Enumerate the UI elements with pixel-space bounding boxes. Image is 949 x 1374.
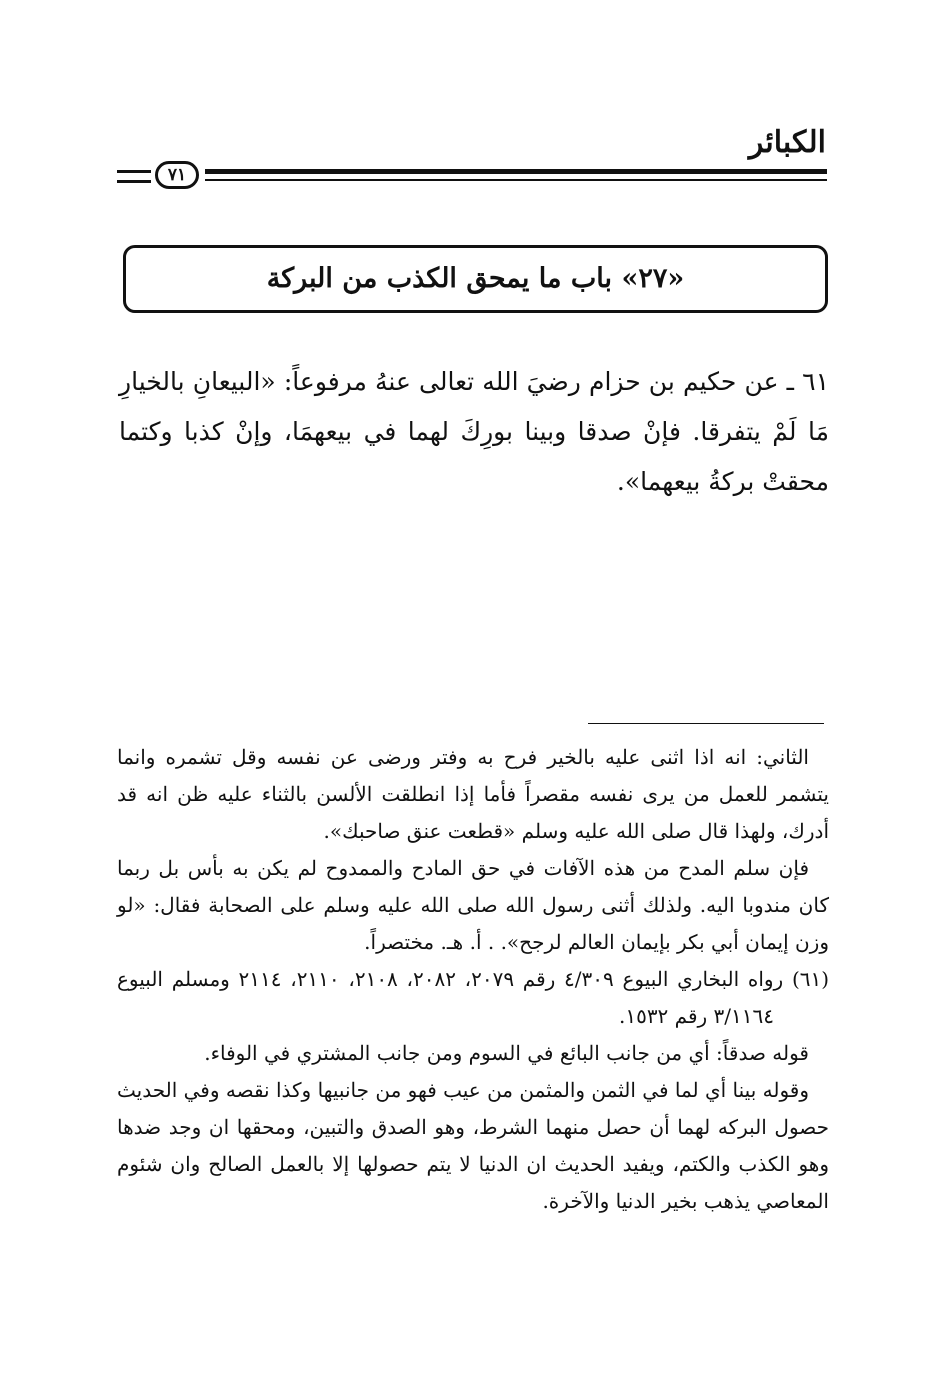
running-title: الكبائر xyxy=(748,125,826,160)
header-rule-thick xyxy=(205,169,827,174)
footnotes xyxy=(117,739,829,1220)
footnote-separator xyxy=(588,723,824,724)
header-dash-top xyxy=(117,170,151,173)
footnote-commentary-paragraph: وقوله بينا أي لما في الثمن والمثمن من عيب فهو من جانبيها وكذا نقصه وفي الحديث حصول البركه لهما أن حصل منهما الشرط، وهو الصدق والتبين، ومحقها ان وجد ضدها وهو الكذب والكتم، ويفيد الحديث ان الدنيا لا يتم حصولها إلا بالعمل الصالح وان شئوم المعاصي يذهب بخير الدنيا والآخرة. xyxy=(117,1078,829,1213)
footnote-61 xyxy=(117,961,829,1035)
footnote-commentary-paragraph: قوله صدقاً: أي من جانب البائع في السوم ومن جانب المشتري في الوفاء. xyxy=(204,1041,809,1065)
page-number: ٧١ xyxy=(155,161,199,189)
header-rule-thin xyxy=(205,179,827,181)
footnote-continuation-paragraph: فإن سلم المدح من هذه الآفات في حق المادح والممدوح لم يكن به بأس بل ربما كان مندوبا اليه. ولذلك أثنى رسول الله صلى الله عليه وسلم على الصحابة فقال: «لو وزن إيمان أبي بكر بإيمان العالم لرجح». . أ. هـ. مختصراً. xyxy=(117,856,829,954)
header-dash-bottom xyxy=(117,180,151,183)
footnote-61-text: رواه البخاري البيوع ٤/٣٠٩ رقم ٢٠٧٩، ٢٠٨٢، ٢١٠٨، ٢١١٠، ٢١١٤ ومسلم البيوع ٣/١١٦٤ رقم ١٥٣٢. xyxy=(117,967,784,1028)
chapter-title: «٢٧» باب ما يمحق الكذب من البركة xyxy=(266,263,685,294)
footnote-61-label: (٦١) xyxy=(791,967,830,991)
chapter-heading-box xyxy=(123,245,828,313)
footnote-continuation-paragraph: الثاني: انه اذا اثنى عليه بالخير فرح به وفتر ورضى عن نفسه وقل تشمره وانما يتشمر للعمل من يرى نفسه مقصراً فأما إذا انطلقت الألسن بالثناء عليه ظن انه قد أدرك، ولهذا قال صلى الله عليه وسلم «قطعت عنق صاحبك». xyxy=(117,745,829,843)
hadith-text: ٦١ ـ عن حكيم بن حزام رضيَ الله تعالى عنهُ مرفوعاً: «البيعانِ بالخيارِ مَا لَمْ يتفرقا. فإنْ صدقا وبينا بورِكَ لهما في بيعهمَا، وإنْ كذبا وكتما محقتْ بركةُ بيعهما». xyxy=(119,367,829,496)
